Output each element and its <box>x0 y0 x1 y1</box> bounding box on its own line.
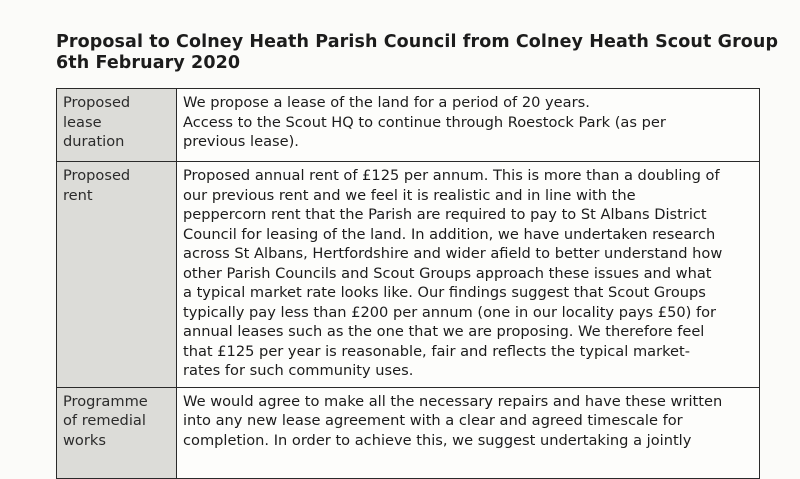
row-content-lease-duration <box>177 89 760 162</box>
label-line: works <box>63 431 106 449</box>
proposal-table <box>56 88 760 479</box>
label-line: rent <box>63 186 93 204</box>
content-line: typically pay less than £200 per annum (one in our locality pays £50) for <box>183 303 717 321</box>
content-line: that £125 per year is reasonable, fair and reflects the typical market- <box>183 342 690 360</box>
label-line: duration <box>63 133 125 150</box>
content-line: our previous rent and we feel it is realistic and in line with the <box>183 186 636 204</box>
content-line: annual leases such as the one that we are proposing. We therefore feel <box>183 323 705 340</box>
table-row-proposed-rent <box>57 162 760 388</box>
label-line: of remedial <box>63 412 146 429</box>
label-line: Proposed <box>63 167 131 184</box>
label-line: Proposed <box>63 94 131 111</box>
table-row-lease-duration <box>57 89 760 162</box>
content-line: Access to the Scout HQ to continue through Roestock Park (as per <box>183 113 666 131</box>
content-line: into any new lease agreement with a clear and agreed timescale for <box>183 412 683 429</box>
label-line: Programme <box>63 392 148 410</box>
content-line: a typical market rate looks like. Our findings suggest that Scout Groups <box>183 284 706 301</box>
row-label-remedial-works <box>57 387 177 478</box>
content-line: rates for such community uses. <box>183 362 414 379</box>
content-line: previous lease). <box>183 133 299 150</box>
row-content-remedial-works <box>177 387 760 478</box>
title-line-1: Proposal to Colney Heath Parish Council from Colney Heath Scout Group <box>56 32 779 52</box>
document-title <box>56 32 778 74</box>
content-line: completion. In order to achieve this, we suggest undertaking a jointly <box>183 431 692 449</box>
content-line: other Parish Councils and Scout Groups approach these issues and what <box>183 264 712 282</box>
content-line: across St Albans, Hertfordshire and wider afield to better understand how <box>183 245 723 262</box>
content-line: We would agree to make all the necessary repairs and have these written <box>183 392 723 410</box>
content-line: Proposed annual rent of £125 per annum. This is more than a doubling of <box>183 167 720 184</box>
row-label-lease-duration <box>57 89 177 162</box>
content-line: Council for leasing of the land. In addition, we have undertaken research <box>183 225 716 243</box>
row-label-proposed-rent <box>57 162 177 388</box>
table-row-remedial-works <box>57 387 760 478</box>
label-line: lease <box>63 113 102 131</box>
title-date: 6th February 2020 <box>56 53 241 73</box>
content-line: peppercorn rent that the Parish are required to pay to St Albans District <box>183 206 707 223</box>
content-line: We propose a lease of the land for a period of 20 years. <box>183 94 590 111</box>
row-content-proposed-rent <box>177 162 760 388</box>
